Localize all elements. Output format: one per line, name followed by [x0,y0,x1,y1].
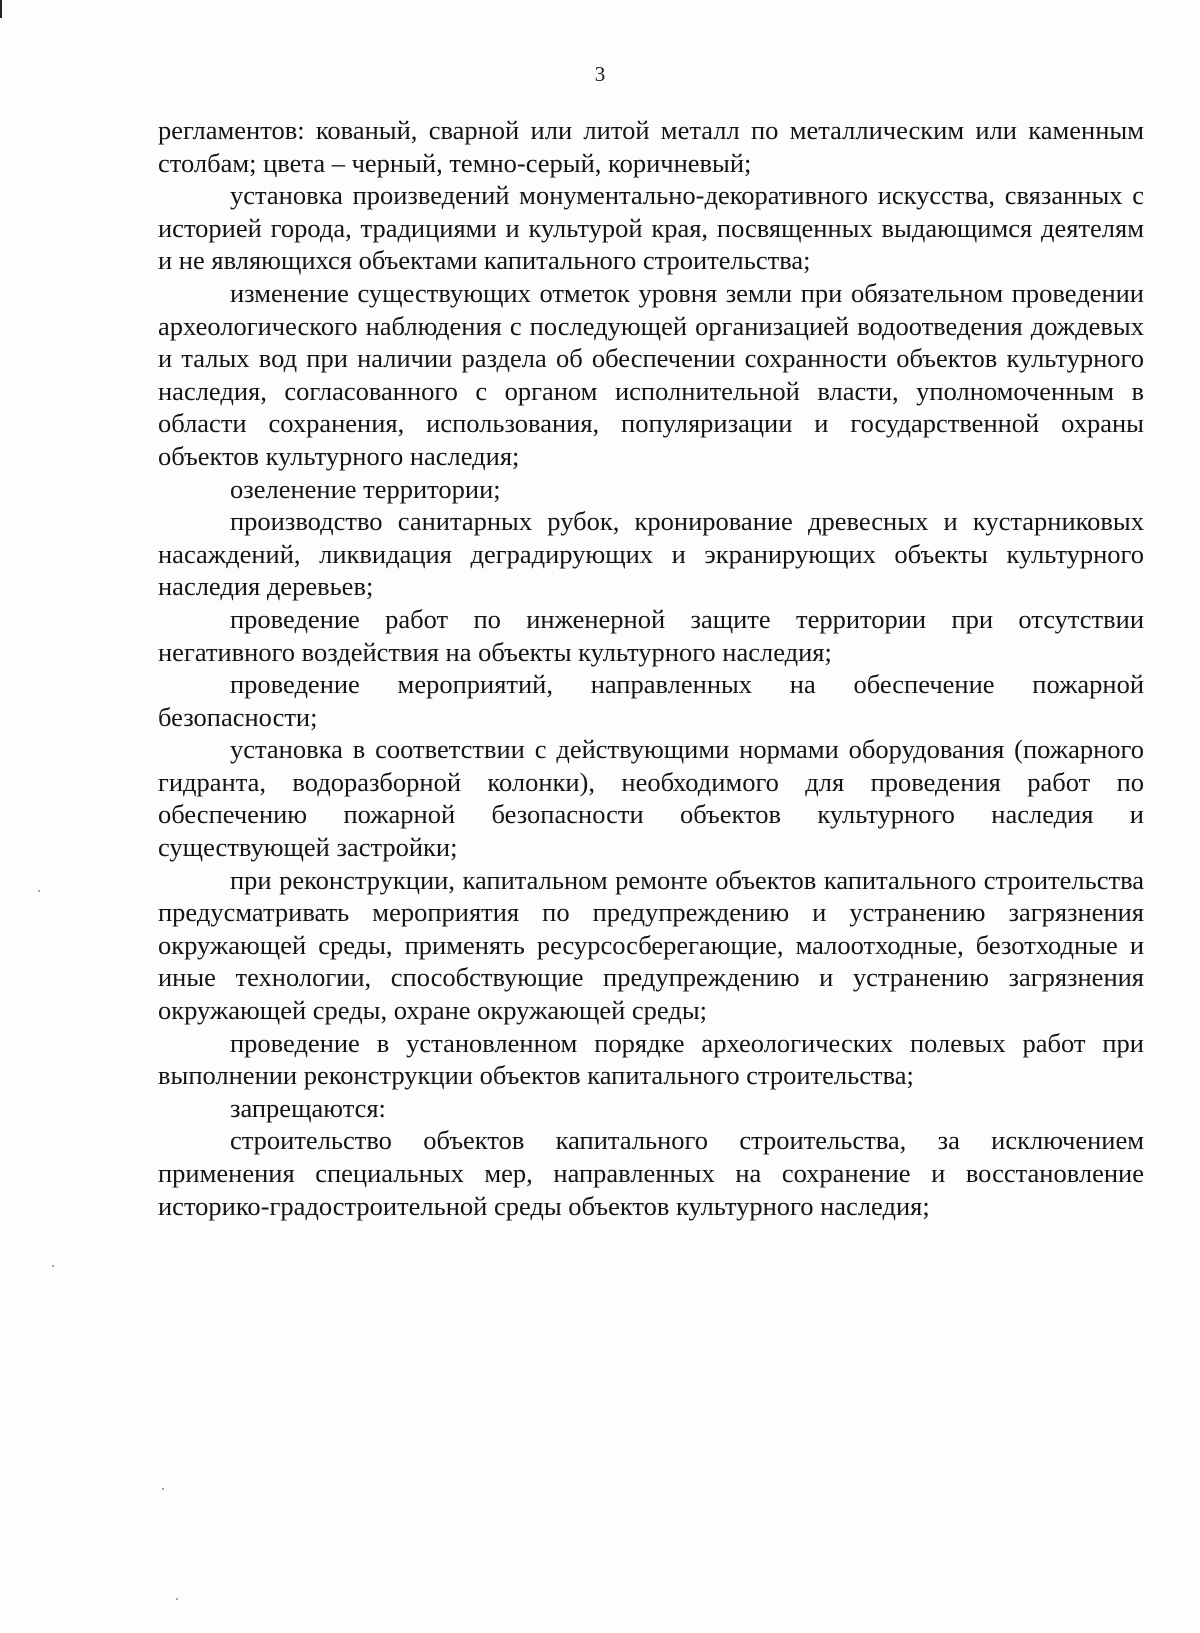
paragraph-engineering-protection: проведение работ по инженерной защите территории при отсутствии негативного воздействия на объекты культурного наследия; [158,603,1144,667]
paragraph-construction: строительство объектов капитального строительства, за исключением применения специальных мер, направленных на сохранение и восстановление историко-градостроительной среды объектов культурного наследия; [158,1125,1144,1221]
paragraph-fire-safety: проведение мероприятий, направленных на обеспечение пожарной безопасности; [158,669,1144,732]
paragraph-sanitary-felling: производство санитарных рубок, кронирование древесных и кустарниковых насаждений, ликвидация деградирующих и экранирующих объекты культурного наследия деревьев; [158,506,1144,602]
paragraph-monumental-art: установка произведений монументально-декоративного искусства, связанных с историей города, традициями и культурой края, посвященных выдающимся деятелям и не являющихся объектами капитального строительства; [158,180,1144,276]
paragraph-fire-equipment: установка в соответствии с действующими нормами оборудования (пожарного гидранта, водоразборной колонки), необходимого для проведения работ по обеспечению пожарной безопасности объектов культурного наследия и существующей застройки; [158,734,1144,863]
scan-speck [162,1488,164,1490]
scan-speck [176,1598,178,1600]
paragraph-greening: озеленение территории; [230,473,501,504]
paragraph-reconstruction: при реконструкции, капитальном ремонте объектов капитального строительства предусматривать мероприятия по предупреждению и устранению загрязнения окружающей среды, применять ресурсосберегающие, малоотходные, безотходные и иные технологии, способствующие предупреждению и устранению загрязнения окружающей среды, охране окружающей среды; [158,864,1144,1026]
paragraph-archaeology: проведение в установленном порядке археологических полевых работ при выполнении реконструкции объектов капитального строительства; [158,1027,1144,1091]
page-number: 3 [594,62,606,86]
scan-speck [52,1265,54,1267]
paragraph-continuation: регламентов: кованый, сварной или литой металл по металлическим или каменным столбам; цвета – черный, темно-серый, коричневый; [158,115,1144,178]
scan-edge-mark [0,0,2,18]
document-body [158,114,1144,1222]
paragraph-prohibited: запрещаются: [230,1092,386,1123]
paragraph-ground-level: изменение существующих отметок уровня земли при обязательном проведении археологического наблюдения с последующей организацией водоотведения дождевых и талых вод при наличии раздела об обеспечении сохранности объектов культурного наследия, согласованного с органом исполнительной власти, уполномоченным в области сохранения, использования, популяризации и государственной охраны объектов культурного наследия; [158,277,1144,471]
scan-speck [38,890,40,892]
